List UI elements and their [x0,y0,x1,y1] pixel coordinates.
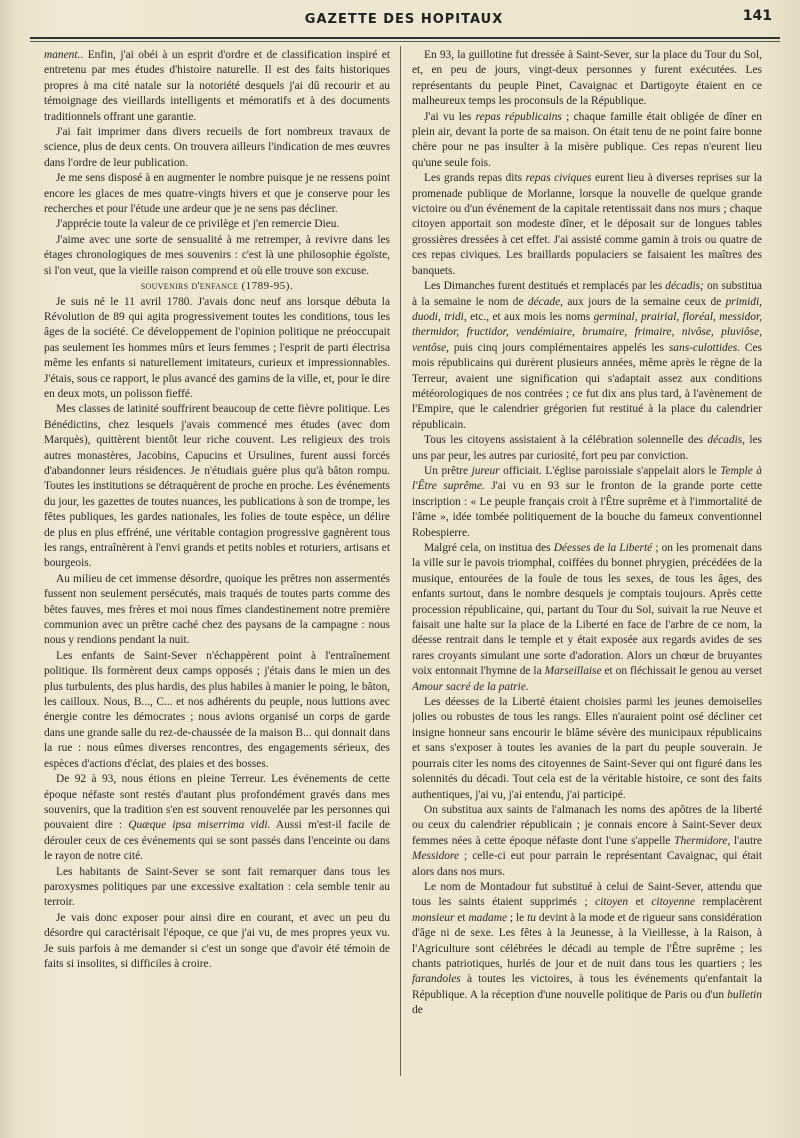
page-number: 141 [742,8,772,24]
paragraph-text: Le nom de Montadour fut substitué à celui de Saint-Sever, attendu que tous les saints étaient supprimés ; [412,880,762,909]
paragraph-text: Les Dimanches furent destitués et remplacés par les [424,280,666,293]
page-header [36,6,772,32]
italic-text: décadis; [665,280,704,293]
paragraph-text: Ces mois républicains qui durèrent plusieurs années, même après le règne de la Terreur, avaient une signification qui s'adaptait assez aux conditions météorologiques de nos contrées ; ce fut dix ans plus tard, à l'avènement de l'Empire, que le calendrier grégorien fut restitué à la place du calendrier républicain. [412,341,762,431]
italic-text: Messidore [412,850,460,863]
header-rule-thick [30,37,780,39]
paragraph-text: Tous les citoyens assistaient à la célébration solennelle des [424,434,708,447]
italic-text: madame [468,911,508,924]
italic-text: Déesses de la Liberté [553,542,653,554]
column-divider [400,46,401,1076]
paragraph [412,279,762,433]
paragraph [412,171,762,279]
italic-text: tu [527,911,536,924]
paragraph: En 93, la guillotine fut dressée à Saint-Sever, sur la place du Tour du Sol, et, en peu de jours, vingt-deux personnes y furent exécutées. Les représentants du peuple Pinet, Cavaignac et Dartigoyte étaient en ce malheureux temps les proconsuls de la République. [412,49,762,108]
paragraph-text: on substitua à la semaine le nom de [412,280,762,308]
italic-text: Temple à l'Être suprême. [412,464,762,493]
italic-text: germinal, prairial, floréal, messidor, thermidor, fructidor, vendémiaire, brumaire, frimaire, nivôse, pluviôse, ventôse, [412,310,762,354]
header-rule-thin [30,41,780,42]
paragraph-text: Aussi m'est-il facile de dérouler ceux de ces événements qui se sont passés dans l'enceinte ou dans le rayon de notre cité. [44,819,390,863]
paragraph-text: ; le [507,911,528,924]
italic-text: repas civiques [525,172,592,185]
paragraph-text: aux jours de la semaine ceux de [563,295,726,308]
paragraph-text: etc., et aux mois les noms [466,310,594,323]
paragraph-text: ; on les promenait dans la ville sur le pavois triomphal, coiffées du bonnet phrygien, précédées de la musique, entourées de la foule de tous les sexes, de tous les âges, des enfants surtout, dans le nombre desquels je comptais toujours. Après cette procession républicaine, qui, partant du Tour du Sol, suivait la rue Neuve et faisait une halte sur la place de la Liberté en face de l'arbre de ce nom, la déesse rentrait dans le temple et y était exposée aux regards avides de ses rares croyants simulant une sorte d'adoration. Alors un chœur de bruyantes voix entonnait l'hymne de la [412,542,762,678]
paragraph-text: ; celle-ci eut pour parrain le représentant Cavaignac, qui était alors dans nos murs. [412,850,762,878]
italic-text: repas républicains [475,110,562,123]
paragraph-text: à toutes les victoires, à tous les événements qu'enfantait la République. A la réception d'une nouvelle politique de Paris ou d'un [412,973,762,1001]
italic-text: Quæque ipsa miserrima vidi. [128,819,271,832]
paragraph [412,880,762,1019]
italic-text: citoyenne [651,896,696,909]
paragraph-text: J'ai vu en 93 sur le fronton de la grande porte cette inscription : « Le peuple français croit à l'Être suprême et à l'immortalité de l'âme », idée tombée politiquement de la bouche du fameux conventionnel Robespierre. [412,480,762,539]
paragraph: J'ai fait imprimer dans divers recueils de fort nombreux travaux de science, plus de deux cents. On trouvera ailleurs l'indication de mes œuvres dans l'ordre de leur publication. [44,126,390,169]
paragraph [412,110,762,172]
italic-text: jureur [471,464,500,477]
right-column [412,48,762,1088]
italic-text: Marseillaise [544,665,602,678]
paragraph-text: et on fléchissait le genou au verset [601,665,762,678]
paragraph-text: ; chaque famille était obligée de dîner en plein air, devant la porte de sa maison. On était tenu de ne point faire bonne chère pour ne pas insulter à la misère publique. Ces repas n'eurent lieu qu'une seule fois. [412,110,762,169]
left-column [44,48,390,1088]
paragraph-text: Un prêtre [424,464,472,477]
paragraph: Les habitants de Saint-Sever se sont fait remarquer dans tous les paroxysmes politiques par une excessive exaltation : cela semble tenir au terroir. [44,865,390,909]
paragraph [412,433,762,464]
section-heading [44,279,390,294]
paragraph-text: Les grands repas dits [424,172,526,185]
paragraph-text: J'ai vu les [424,110,476,123]
paragraph-text: Malgré cela, on institua des [424,542,554,554]
italic-text: sans-culottides. [668,341,741,354]
paragraph-text: l'autre [730,834,762,847]
paragraph-text: et [628,896,652,909]
italic-text: farandoles [412,973,461,986]
paragraph [44,772,390,864]
italic-text: manent. [44,49,81,61]
section-heading-label: souvenirs d'enfance [140,280,239,293]
paragraph: Au milieu de cet immense désordre, quoique les prêtres non assermentés fussent non seulement persécutés, mais traqués de toutes parts comme des bêtes fauves, mes frères et moi nous fîmes clandestinement notre première communion avec un prêtre caché chez des paysans de la campagne : nous nous y rendions pendant la nuit. [44,572,390,647]
italic-text: décade, [527,295,564,308]
section-heading-dates: (1789-95). [238,280,294,293]
publication-title: GAZETTE DES HOPITAUX [304,12,504,27]
paragraph: Les enfants de Saint-Sever n'échappèrent point à l'entraînement politique. Ils formèrent deux camps opposés ; j'étais dans le mien un des plus turbulents, des plus hardis, des plus habiles à manier le poing, le bâton, les cailloux. Nous, B..., C... et nos adhérents du peuple, nous luttions avec énergie contre les démocrates ; nous avions organisé un corps de garde dans une grande salle du rez-de-chaussée de la maison B... qui donnait dans la rue : nous eûmes diverses rencontres, des engagements sérieux, des espèces d'actions d'éclat, des plaies et des bosses. [44,649,390,770]
paragraph [44,48,390,125]
italic-text: monsieur [412,911,455,924]
paragraph [412,803,762,880]
paragraph-text: eurent lieu à diverses reprises sur la promenade publique de Morlanne, lorsque la nouvelle de quelque grande victoire ou d'un événement de la capitale retentissait dans nos murs ; chaque citoyen apportait son modeste dîner, et le déposait sur de longues tables grossières dressées à cet effet. J'ai assisté comme gamin à trois ou quatre de ces repas civiques. Les braillards populaciers se faisaient les maîtres des banquets. [412,172,762,277]
paragraph [412,464,762,541]
paragraph: Je vais donc exposer pour ainsi dire en courant, et avec un peu du désordre qui caractérisait l'époque, ce que j'ai vu, de mes propres yeux vu. Je suis parfois à me demander si c'est un songe que d'avoir été témoin de faits si insolites, si difficiles à croire. [44,911,390,970]
paragraph [412,541,762,695]
paragraph-text: devint à la mode et de rigueur sans considération d'âge ni de sexe. Les fêtes à la Jeunesse, à la Vieillesse, à la Raison, à l'Agriculture sont célébrées le décadi au temple de l'Être suprême ; les chants patriotiques, hurlés de jour et de nuit dans tous les quartiers ; les [412,911,762,970]
italic-text: décadis, [707,434,746,447]
italic-text: Thermidore, [674,834,731,847]
italic-text: Amour sacré de la patrie. [412,680,529,693]
italic-text: bulletin [727,988,762,1001]
italic-text: primidi, duodi, tridi, [412,295,762,323]
paragraph: J'apprécie toute la valeur de ce privilège et j'en remercie Dieu. [56,218,340,231]
paragraph-text: les uns par peur, les autres par curiosité, fort peu par conviction. [412,434,762,462]
paragraph-text: De 92 à 93, nous étions en pleine Terreur. Les événements de cette époque néfaste sont restés d'autant plus profondément gravés dans mes souvenirs, que la tradition s'en est souvent renouvelée par les personnes qui pouvaient dire : [44,773,390,832]
paragraph-text: On substitua aux saints de l'almanach les noms des apôtres de la liberté ou ceux du calendrier républicain ; je connais encore à Saint-Sever deux femmes nées à cette époque néfaste dont l'une s'appelle [412,803,762,847]
italic-text: citoyen [595,896,629,909]
paragraph-text: et [454,911,469,924]
paragraph-text: de [412,1004,423,1017]
paragraph-text: remplacèrent [695,896,762,909]
paragraph-text: . Enfin, j'ai obéi à un esprit d'ordre et de classification inspiré et entretenu par mes études d'histoire naturelle. Il est des faits historiques propres à ma cité natale sur la notoriété desquels j'ai dû recourir et au témoignage des vieillards intelligents et mémoratifs et à des documents traditionnels offrant une garantie. [44,49,390,123]
paragraph: Je me sens disposé à en augmenter le nombre puisque je ne ressens point encore les glaces de mes quatre-vingts hivers et que je conserve pour les recherches et pour l'étude une ardeur que je ne sens pas décliner. [44,172,390,216]
paragraph: Mes classes de latinité souffrirent beaucoup de cette fièvre politique. Les Bénédictins, chez lesquels j'avais commencé mes études (avec dom Marquès), quittèrent bientôt leur riche couvent. Les religieux des trois autres monastères, Jacobins, Capucins et Ursulines, furent aussi forcés d'abandonner leurs résidences. Je n'étudiais guère plus qu'à bâton rompu. Toutes les institutions se détraquèrent de proche en proche. Les événements du jour, les gazettes de toutes nuances, les publications à son de trompe, les fêtes publiques, les gardes nationales, les folies de toute espèce, un délire de plus en plus effréné, une véritable contagion progressive gagnèrent tous les rangs, entraînèrent à l'envi grands et petits nobles et roturiers, artisans et bourgeois. [44,403,390,570]
paragraph-text: puis cinq jours complémentaires appelés les [449,341,669,354]
paragraph: Les déesses de la Liberté étaient choisies parmi les jeunes demoiselles jolies ou robustes de tous les rangs. Elles n'auraient point osé décliner cet insigne honneur sans encourir le blâme sévère des municipaux républicains et sans s'exposer à toutes les avanies de la part du peuple souverain. Je pourrais citer les noms des citoyennes de Saint-Sever qui ont figuré dans les solennités du décadi. Tout cela est de la véritable histoire, ce sont des faits authentiques, j'ai vu, j'ai entendu, j'ai participé. [412,696,762,801]
paragraph-text: officiait. L'église paroissiale s'appelait alors le [499,464,721,477]
paragraph: J'aime avec une sorte de sensualité à me retremper, à revivre dans les étages chronologiques de mes souvenirs : c'est là une philosophie égoïste, si l'on veut, que la vieille raison comprend et où elle trouve son excuse. [44,233,390,277]
paragraph: Je suis né le 11 avril 1780. J'avais donc neuf ans lorsque débuta la Révolution de 89 qui agita progressivement toutes les conditions, tous les âges de la société. Ce développement de l'opinion politique ne préoccupait pas seulement les hommes mûrs et leurs femmes ; l'esprit de parti électrisa même les enfants si naturellement imitateurs, curieux et impressionnables. J'étais, sous ce rapport, le plus avancé des gamins de la ville, et, pour le dire en deux mots, un polisson fieffé. [44,295,390,400]
